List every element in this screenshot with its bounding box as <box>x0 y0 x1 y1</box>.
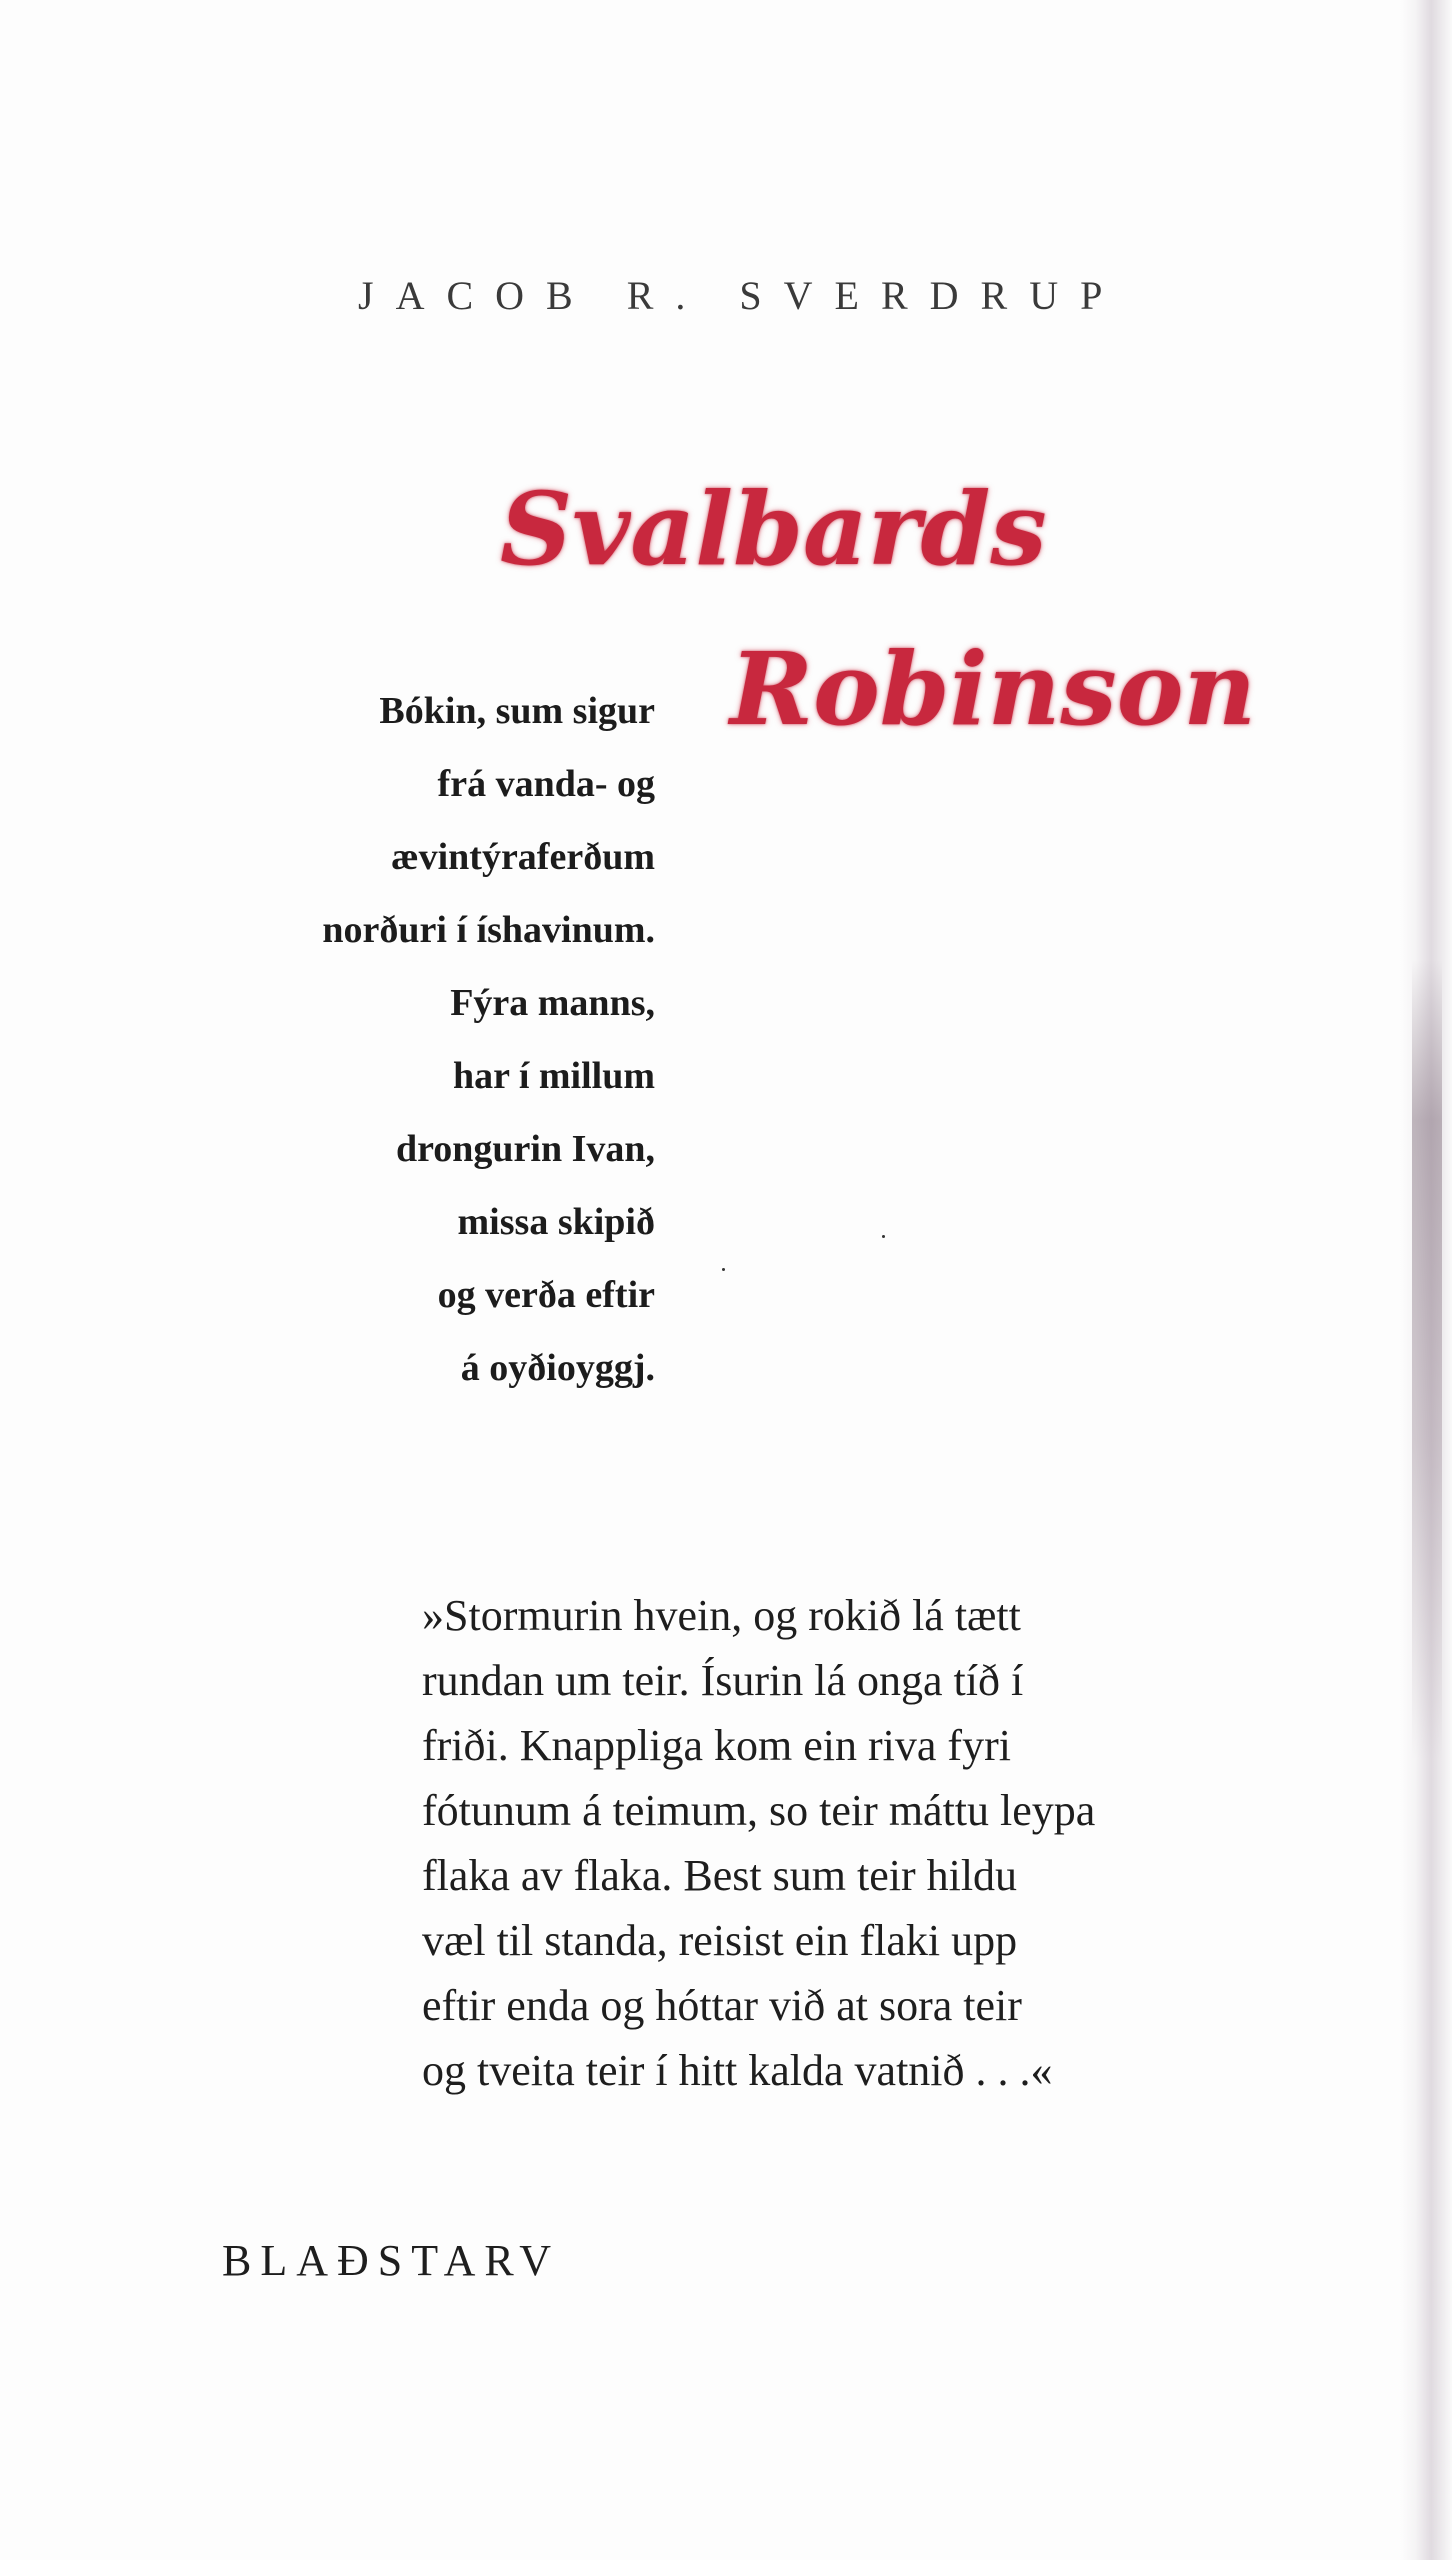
quote-line: væl til standa, reisist ein flaki upp <box>422 1916 1018 1965</box>
excerpt-quote <box>422 1583 1152 2103</box>
blurb-line: har í millum <box>453 1055 655 1097</box>
publisher-name: BLAÐSTARV <box>222 2236 560 2285</box>
quote-line: flaka av flaka. Best sum teir hildu <box>422 1851 1018 1900</box>
quote-line: fótunum á teimum, so teir máttu leypa <box>422 1786 1096 1835</box>
blurb-line: norðuri í íshavinum. <box>322 909 655 951</box>
blurb-paragraph <box>200 675 655 1405</box>
blurb-line: drongurin Ivan, <box>395 1128 655 1170</box>
book-title-line-2: Robinson <box>730 630 1257 748</box>
blurb-line: frá vanda- og <box>437 763 655 805</box>
print-speck <box>722 1268 725 1271</box>
book-title-line-1: Svalbards <box>500 470 1047 588</box>
quote-line: og tveita teir í hitt kalda vatnið . . .« <box>422 2046 1053 2095</box>
quote-line: eftir enda og hóttar við at sora teir <box>422 1981 1022 2030</box>
blurb-line: Bókin, sum sigur <box>379 690 655 732</box>
blurb-line: missa skipið <box>457 1201 655 1243</box>
blurb-line: og verða eftir <box>437 1274 655 1316</box>
author-name: JACOB R. SVERDRUP <box>358 273 1125 318</box>
quote-line: friði. Knappliga kom ein riva fyri <box>422 1721 1011 1770</box>
blurb-line: Fýra manns, <box>450 982 655 1024</box>
quote-line: »Stormurin hvein, og rokið lá tætt <box>422 1591 1021 1640</box>
spine-edge-mark <box>1412 960 1442 1760</box>
blurb-line: ævintýraferðum <box>391 836 655 878</box>
quote-line: rundan um teir. Ísurin lá onga tíð í <box>422 1656 1024 1705</box>
print-speck <box>882 1235 885 1238</box>
blurb-line: á oyðioyggj. <box>460 1347 655 1389</box>
